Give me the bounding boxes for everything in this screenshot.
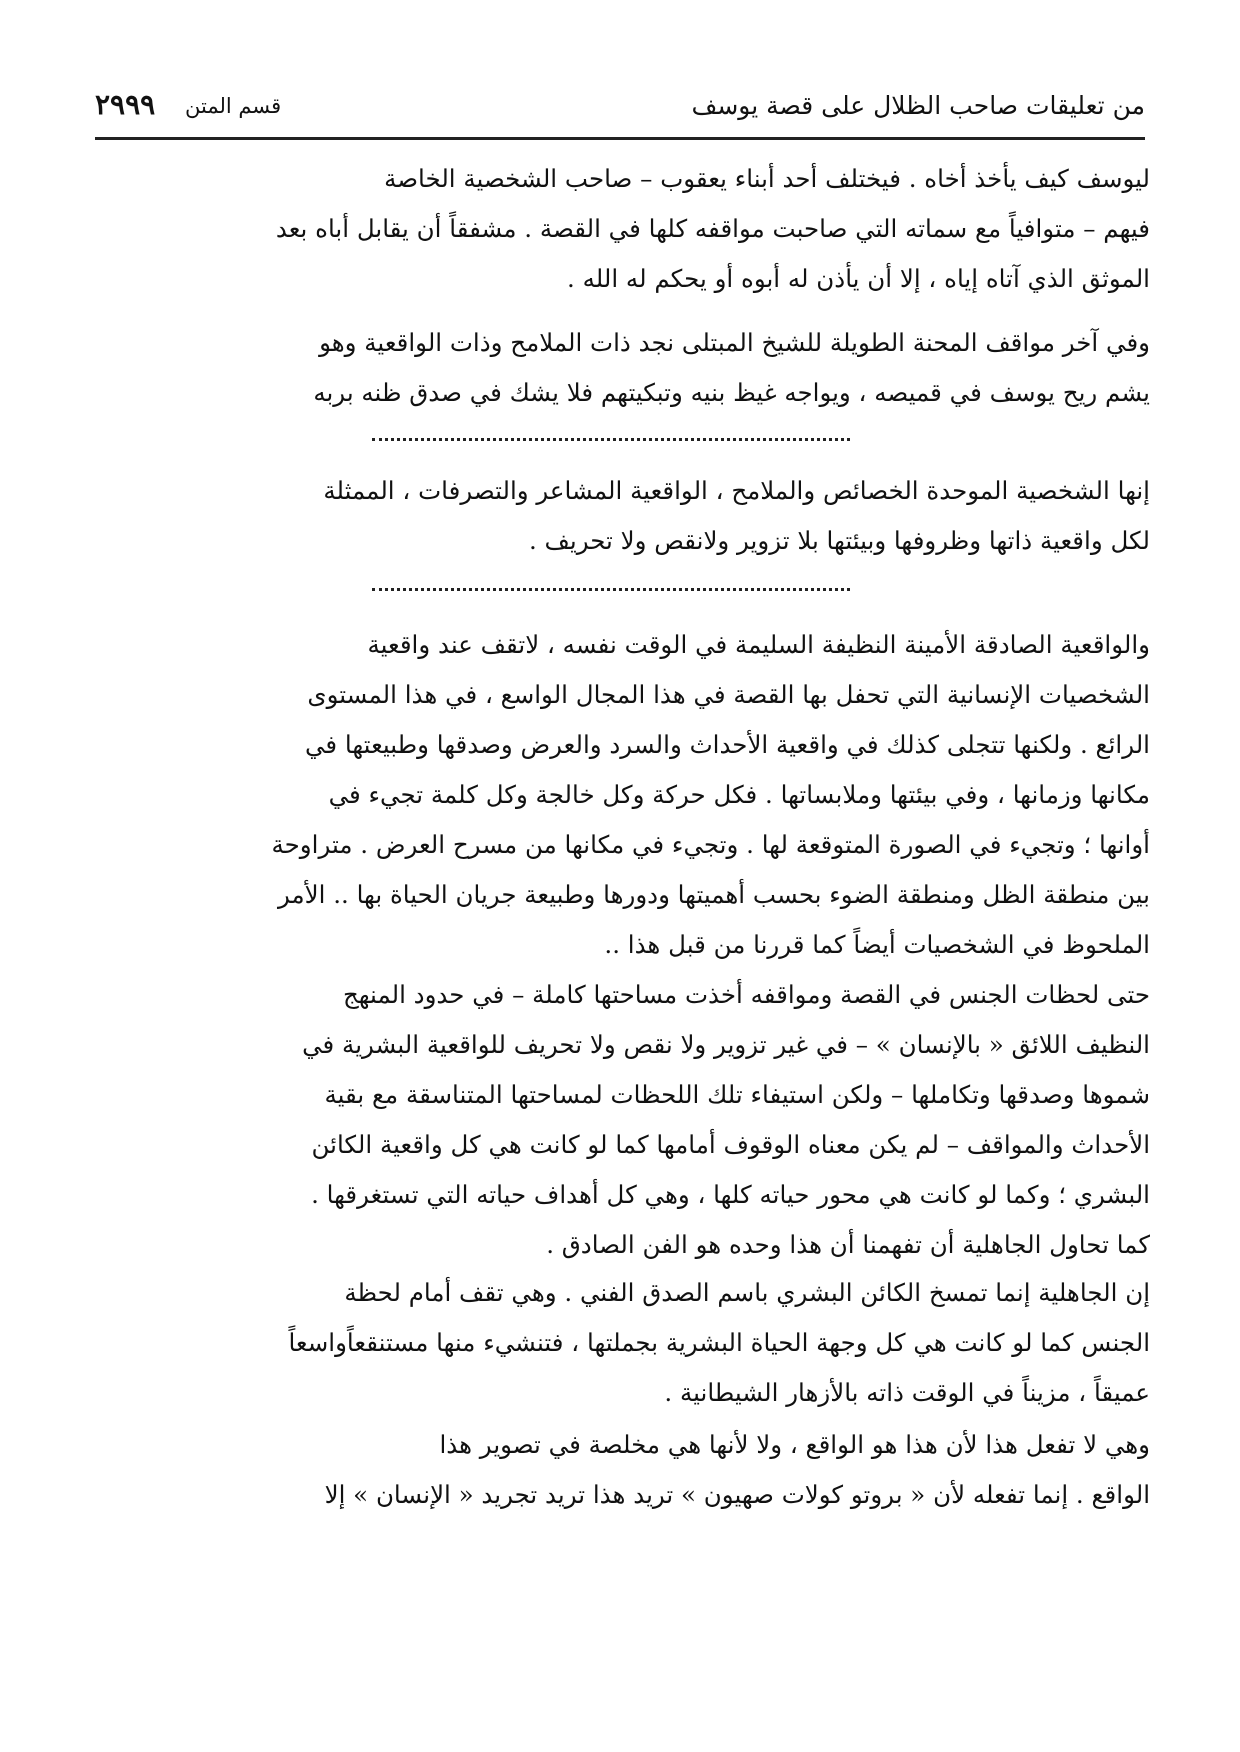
text-line: الملحوظ في الشخصيات أيضاً كما قررنا من قبل هذا .. — [604, 930, 1150, 959]
text-line: وهي لا تفعل هذا لأن هذا هو الواقع ، ولا لأنها هي مخلصة في تصوير هذا — [439, 1430, 1150, 1459]
text-line: بين منطقة الظل ومنطقة الضوء بحسب أهميتها ودورها وطبيعة جريان الحياة بها .. الأمر — [278, 880, 1150, 909]
text-line: الأحداث والمواقف – لم يكن معناه الوقوف أمامها كما لو كانت هي كل واقعية الكائن — [311, 1130, 1150, 1159]
paragraph-7 — [90, 1420, 1150, 1520]
text-line: شموها وصدقها وتكاملها – ولكن استيفاء تلك اللحظات لمساحتها المتناسقة مع بقية — [324, 1080, 1150, 1109]
paragraph-1 — [90, 154, 1150, 304]
dotted-separator — [372, 438, 850, 441]
text-line: يشم ريح يوسف في قميصه ، ويواجه غيظ بنيه وتبكيتهم فلا يشك في صدق ظنه بربه — [313, 378, 1150, 407]
text-line: والواقعية الصادقة الأمينة النظيفة السليمة في الوقت نفسه ، لاتقف عند واقعية — [367, 630, 1150, 659]
text-line: فيهم – متوافياً مع سماته التي صاحبت مواقفه كلها في القصة . مشفقاً أن يقابل أباه بعد — [275, 214, 1150, 243]
header-title: من تعليقات صاحب الظلال على قصة يوسف — [691, 91, 1145, 120]
text-line: الواقع . إنما تفعله لأن « بروتو كولات صهيون » تريد هذا تريد تجريد « الإنسان » إلا — [324, 1480, 1150, 1509]
header-section-label: قسم المتن — [185, 94, 282, 118]
text-line: إنها الشخصية الموحدة الخصائص والملامح ، الواقعية المشاعر والتصرفات ، الممثلة — [323, 476, 1150, 505]
text-line: ليوسف كيف يأخذ أخاه . فيختلف أحد أبناء يعقوب – صاحب الشخصية الخاصة — [384, 164, 1150, 193]
text-line: عميقاً ، مزيناً في الوقت ذاته بالأزهار الشيطانية . — [664, 1378, 1150, 1407]
text-line: إن الجاهلية إنما تمسخ الكائن البشري باسم الصدق الفني . وهي تقف أمام لحظة — [344, 1278, 1150, 1307]
text-line: أوانها ؛ وتجيء في الصورة المتوقعة لها . وتجيء في مكانها من مسرح العرض . متراوحة — [271, 830, 1150, 859]
text-line: كما تحاول الجاهلية أن تفهمنا أن هذا وحده هو الفن الصادق . — [546, 1230, 1150, 1259]
text-line: وفي آخر مواقف المحنة الطويلة للشيخ المبتلى نجد ذات الملامح وذات الواقعية وهو — [319, 328, 1150, 357]
paragraph-5 — [90, 970, 1150, 1270]
text-line: لكل واقعية ذاتها وظروفها وبيئتها بلا تزوير ولانقص ولا تحريف . — [528, 526, 1150, 555]
header-rule — [95, 137, 1145, 140]
text-line: الجنس كما لو كانت هي كل وجهة الحياة البشرية بجملتها ، فتنشيء منها مستنقعاًواسعاً — [288, 1328, 1150, 1357]
paragraph-6 — [90, 1268, 1150, 1418]
text-line: الموثق الذي آتاه إياه ، إلا أن يأذن له أبوه أو يحكم له الله . — [567, 264, 1150, 293]
text-line: الرائع . ولكنها تتجلى كذلك في واقعية الأحداث والسرد والعرض وصدقها وطبيعتها في — [305, 730, 1150, 759]
paragraph-4 — [90, 620, 1150, 970]
dotted-separator — [372, 588, 850, 591]
text-line: مكانها وزمانها ، وفي بيئتها وملابساتها . فكل حركة وكل خالجة وكل كلمة تجيء في — [328, 780, 1150, 809]
page-number: ٢٩٩٩ — [95, 88, 156, 121]
text-line: النظيف اللائق « بالإنسان » – في غير تزوير ولا نقص ولا تحريف للواقعية البشرية في — [302, 1030, 1150, 1059]
running-header — [95, 88, 1145, 134]
paragraph-2 — [90, 318, 1150, 418]
text-line: البشري ؛ وكما لو كانت هي محور حياته كلها ، وهي كل أهداف حياته التي تستغرقها . — [311, 1180, 1150, 1209]
paragraph-3 — [90, 466, 1150, 566]
text-line: حتى لحظات الجنس في القصة ومواقفه أخذت مساحتها كاملة – في حدود المنهج — [342, 980, 1150, 1009]
text-line: الشخصيات الإنسانية التي تحفل بها القصة في هذا المجال الواسع ، في هذا المستوى — [307, 680, 1150, 709]
